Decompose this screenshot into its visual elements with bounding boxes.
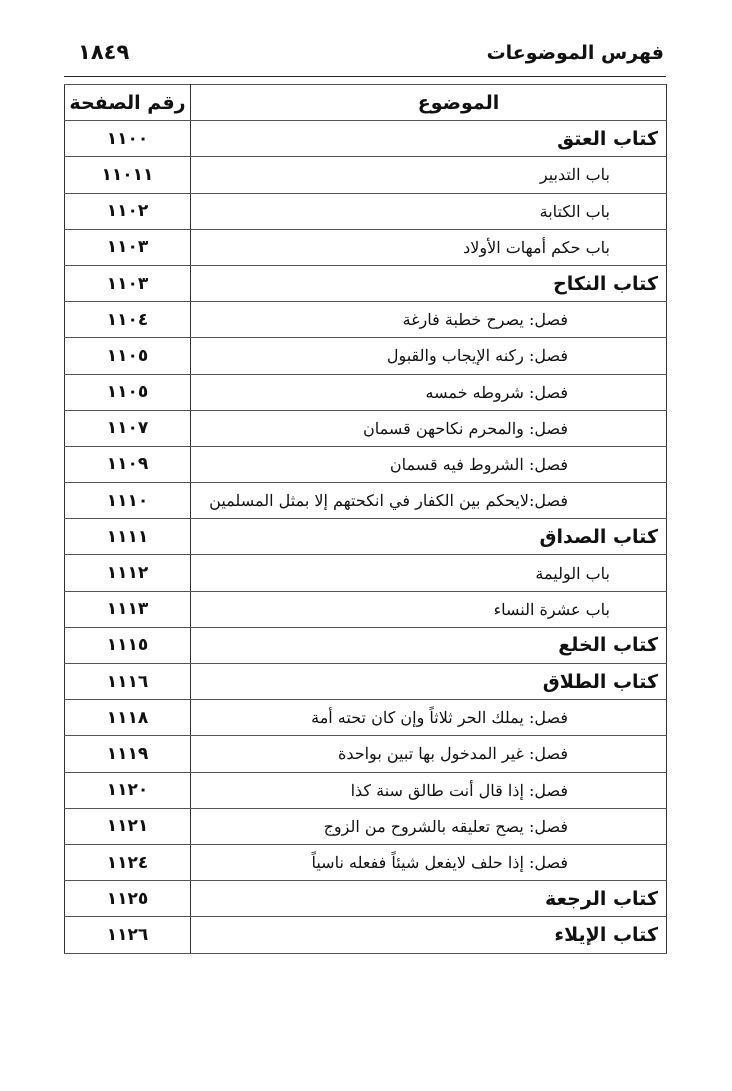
table-row (65, 157, 667, 193)
table-row (65, 881, 667, 917)
table-row (65, 229, 667, 265)
section-title: فصل: إذا قال أنت طالق سنة كذا (191, 772, 667, 808)
book-title: كتاب النكاح (191, 265, 667, 301)
page-ref: ١١٢٤ (65, 844, 191, 880)
book-title: كتاب الطلاق (191, 664, 667, 700)
page-ref: ١١١١ (65, 519, 191, 555)
section-title: فصل: يصرح خطبة فارغة (191, 302, 667, 338)
page-ref: ١١٢١ (65, 808, 191, 844)
page-ref: ١١٠٤ (65, 302, 191, 338)
book-title: كتاب الخلع (191, 627, 667, 663)
page-header (64, 38, 664, 74)
page-ref: ١١٢٥ (65, 881, 191, 917)
table-row (65, 519, 667, 555)
header-rule (64, 76, 666, 77)
chapter-title: باب الوليمة (191, 555, 667, 591)
chapter-title: باب حكم أمهات الأولاد (191, 229, 667, 265)
page-number: ١٨٤٩ (78, 40, 130, 64)
table-row (65, 446, 667, 482)
table-row (65, 302, 667, 338)
section-title: فصل: الشروط فيه قسمان (191, 446, 667, 482)
page-title: فهرس الموضوعات (486, 42, 664, 64)
page-ref: ١١١٣ (65, 591, 191, 627)
book-title: كتاب الإيلاء (191, 917, 667, 953)
page-ref: ١١٠٥ (65, 338, 191, 374)
page-ref: ١١١٦ (65, 664, 191, 700)
page-ref: ١١١٩ (65, 736, 191, 772)
page-ref: ١١١٠ (65, 483, 191, 519)
table-row (65, 664, 667, 700)
page-ref: ١١٠٠ (65, 121, 191, 157)
table-row (65, 627, 667, 663)
page-ref: ١١١٥ (65, 627, 191, 663)
page-ref: ١١٠٢ (65, 193, 191, 229)
table-row (65, 736, 667, 772)
table-row (65, 844, 667, 880)
page-ref: ١١٠١١ (65, 157, 191, 193)
section-title: فصل:لايحكم بين الكفار في انكحتهم إلا بمثل المسلمين (191, 483, 667, 519)
section-title: فصل: غير المدخول بها تبين بواحدة (191, 736, 667, 772)
page-ref: ١١٠٣ (65, 229, 191, 265)
section-title: فصل: يصح تعليقه بالشروح من الزوج (191, 808, 667, 844)
section-title: فصل: والمحرم نكاحهن قسمان (191, 410, 667, 446)
chapter-title: باب الكتابة (191, 193, 667, 229)
book-title: كتاب الرجعة (191, 881, 667, 917)
section-title: فصل: شروطه خمسه (191, 374, 667, 410)
table-row (65, 700, 667, 736)
page-ref: ١١١٢ (65, 555, 191, 591)
table-row (65, 193, 667, 229)
table-row (65, 555, 667, 591)
table-row (65, 374, 667, 410)
column-header-page: رقم الصفحة (65, 85, 191, 121)
table-row (65, 591, 667, 627)
section-title: فصل: ركنه الإيجاب والقبول (191, 338, 667, 374)
section-title: فصل: إذا حلف لايفعل شيئاً ففعله ناسياً (191, 844, 667, 880)
chapter-title: باب عشرة النساء (191, 591, 667, 627)
table-row (65, 808, 667, 844)
table-row (65, 772, 667, 808)
page-ref: ١١٠٣ (65, 265, 191, 301)
table-row (65, 338, 667, 374)
page-ref: ١١١٨ (65, 700, 191, 736)
contents-body (65, 121, 667, 953)
table-row (65, 917, 667, 953)
table-row (65, 483, 667, 519)
book-title: كتاب الصداق (191, 519, 667, 555)
page-ref: ١١٠٩ (65, 446, 191, 482)
section-title: فصل: يملك الحر ثلاثاً وإن كان تحته أمة (191, 700, 667, 736)
book-title: كتاب العتق (191, 121, 667, 157)
page-ref: ١١٠٧ (65, 410, 191, 446)
table-row (65, 410, 667, 446)
table-row (65, 265, 667, 301)
page-ref: ١١٢٠ (65, 772, 191, 808)
table-row (65, 121, 667, 157)
contents-table (64, 84, 667, 954)
page-ref: ١١٠٥ (65, 374, 191, 410)
chapter-title: باب التدبير (191, 157, 667, 193)
page-ref: ١١٢٦ (65, 917, 191, 953)
table-header-row (65, 85, 667, 121)
column-header-topic: الموضوع (191, 85, 667, 121)
